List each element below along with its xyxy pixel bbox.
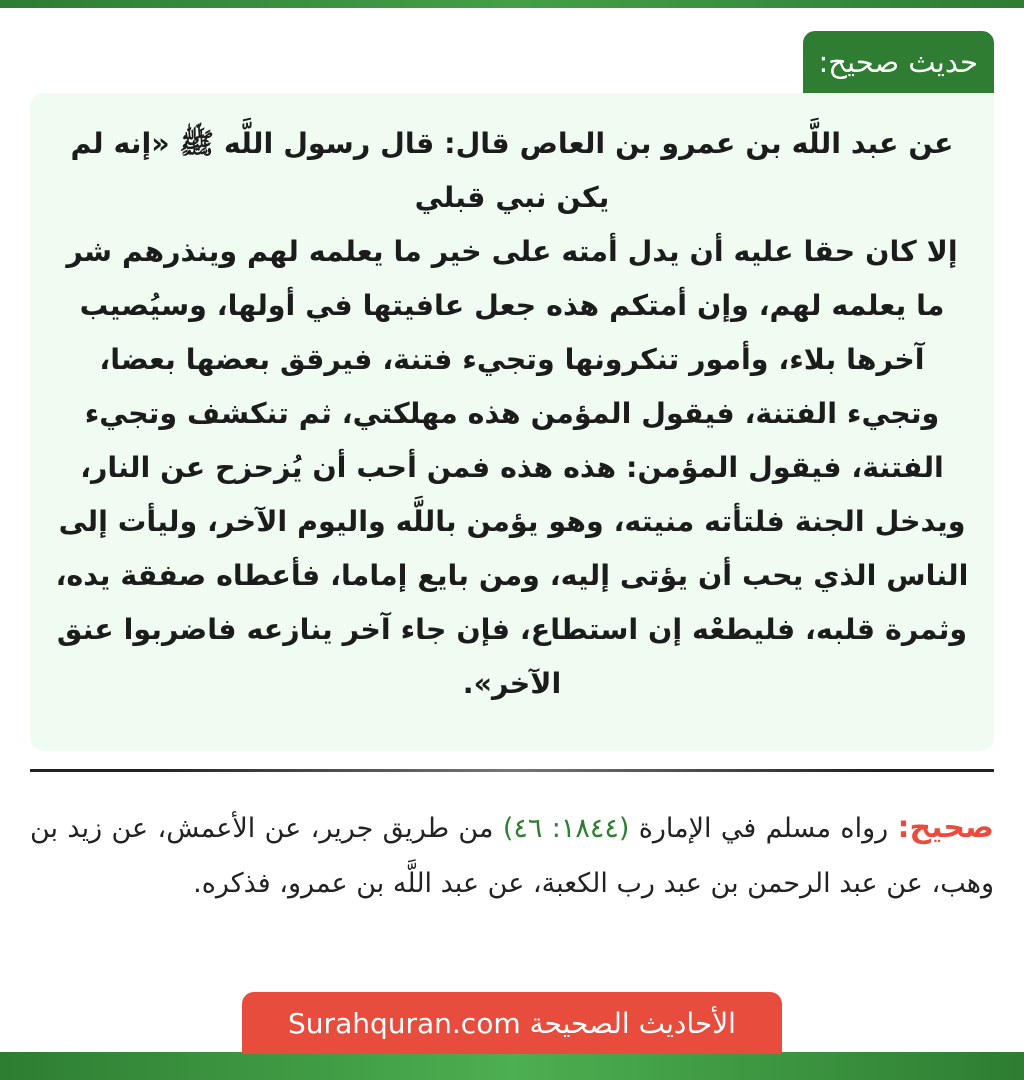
hadith-type-badge: [803, 31, 995, 93]
hadith-text: عن عبد اللَّه بن عمرو بن العاص قال: قال رسول اللَّه ﷺ «إنه لم يكن نبي قبلي إلا كان حقا عليه أن يدل أمته على خير ما يعلمه لهم وينذرهم شر ما يعلمه لهم، وإن أمتكم هذه جعل عافيتها في أولها، وسيُصيب آخرها بلاء، وأمور تنكرونها وتجيء فتنة، فيرقق بعضها بعضا، وتجيء الفتنة، فيقول المؤمن هذه مهلكتي، ثم تنكشف وتجيء الفتنة، فيقول المؤمن: هذه هذه فمن أحب أن يُزحزح عن النار، ويدخل الجنة فلتأته منيته، وهو يؤمن باللَّه واليوم الآخر، وليأت إلى الناس الذي يحب أن يؤتى إليه، ومن بايع إماما، فأعطاه صفقة يده، وثمرة قلبه، فليطعْه إن استطاع، فإن جاء آخر ينازعه فاضربوا عنق الآخر».: [55, 127, 969, 700]
bottom-accent-bar: [0, 1052, 1024, 1080]
site-label: الأحاديث الصحيحة Surahquran.com: [288, 1007, 736, 1040]
site-link-badge[interactable]: [242, 992, 782, 1054]
grading-text-after: من طريق جرير، عن الأعمش، عن زيد بن وهب، عن عبد الرحمن بن عبد رب الكعبة، عن عبد اللَّه بن عمرو، فذكره.: [30, 813, 994, 899]
hadith-type-label: حديث صحيح:: [818, 45, 978, 79]
grading-text-before: رواه مسلم في الإمارة: [638, 813, 889, 844]
grade-label: صحيح:: [897, 810, 994, 845]
section-divider: [30, 769, 994, 772]
grading-paragraph: [30, 800, 994, 911]
top-accent-bar: [0, 0, 1024, 8]
hadith-text-box: [30, 93, 994, 751]
hadith-reference-number: (١٨٤٤: ٤٦): [502, 813, 630, 844]
